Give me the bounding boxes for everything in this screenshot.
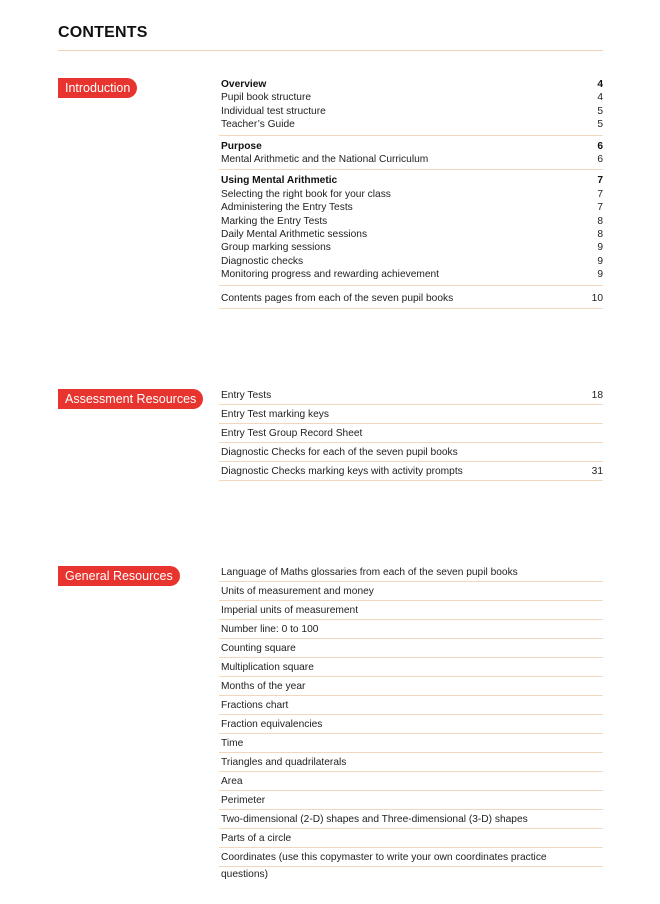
- toc-entry-title: Two-dimensional (2-D) shapes and Three-dimensional (3-D) shapes: [221, 814, 528, 825]
- toc-row: [219, 201, 603, 214]
- toc-page-number: 9: [597, 242, 603, 254]
- toc-row: [219, 848, 603, 880]
- toc-entry-title: Months of the year: [221, 681, 306, 692]
- toc-row: [219, 563, 603, 582]
- toc-page-number: 4: [597, 92, 603, 104]
- toc-entry-title: Triangles and quadrilaterals: [221, 757, 347, 768]
- toc-row: [219, 715, 603, 734]
- toc-row: [219, 696, 603, 715]
- toc-page-number: 6: [597, 140, 603, 152]
- toc-group: [219, 140, 603, 171]
- title-divider: [58, 50, 603, 51]
- toc-entry-title: Fraction equivalencies: [221, 719, 323, 730]
- toc-entry-title: Entry Tests: [221, 390, 272, 401]
- toc-row: [219, 734, 603, 753]
- assessment-badge: Assessment Resources: [58, 389, 203, 409]
- toc-row: [219, 462, 603, 481]
- introduction-badge: Introduction: [58, 78, 137, 98]
- toc-entry-title: Coordinates (use this copymaster to write your own coordinates practice questions): [221, 852, 547, 880]
- toc-entry-title: Number line: 0 to 100: [221, 624, 319, 635]
- toc-heading-row: [219, 78, 603, 91]
- toc-entry-title: Diagnostic Checks for each of the seven pupil books: [221, 447, 458, 458]
- toc-group: [219, 174, 603, 285]
- toc-entry-title: Parts of a circle: [221, 833, 292, 844]
- toc-page-number: 9: [597, 269, 603, 281]
- toc-row: [219, 215, 603, 228]
- toc-row: [219, 658, 603, 677]
- toc-entry-title: Pupil book structure: [221, 92, 312, 104]
- toc-entry-title: Fractions chart: [221, 700, 289, 711]
- toc-entry-title: Using Mental Arithmetic: [221, 175, 338, 187]
- toc-entry-title: Selecting the right book for your class: [221, 188, 391, 200]
- toc-entry-title: Mental Arithmetic and the National Curriculum: [221, 154, 429, 166]
- toc-row: [219, 424, 603, 443]
- toc-entry-title: Purpose: [221, 140, 262, 152]
- toc-row: [219, 118, 603, 131]
- page-title: CONTENTS: [58, 24, 148, 41]
- toc-entry-title: Units of measurement and money: [221, 586, 374, 597]
- toc-page-number: 4: [597, 79, 603, 90]
- toc-row: [219, 753, 603, 772]
- toc-row: [219, 810, 603, 829]
- toc-page-number: 5: [597, 119, 603, 131]
- toc-entry-title: Contents pages from each of the seven pupil books: [221, 292, 454, 304]
- toc-entry-title: Monitoring progress and rewarding achievement: [221, 269, 440, 281]
- toc-entry-title: Entry Test Group Record Sheet: [221, 428, 363, 439]
- toc-entry-title: Diagnostic checks: [221, 255, 304, 267]
- toc-page-number: 8: [597, 229, 603, 241]
- toc-group: [219, 78, 603, 136]
- general-entries: [219, 563, 603, 880]
- toc-entry-title: Perimeter: [221, 795, 266, 806]
- toc-heading-row: [219, 174, 603, 187]
- toc-entry-title: Entry Test marking keys: [221, 409, 329, 420]
- toc-row: [219, 791, 603, 810]
- toc-page-number: 6: [597, 154, 603, 166]
- toc-row: [219, 292, 603, 305]
- introduction-entries: [219, 78, 603, 313]
- toc-entry-title: Multiplication square: [221, 662, 314, 673]
- toc-page-number: 5: [597, 105, 603, 117]
- toc-entry-title: Diagnostic Checks marking keys with activity prompts: [221, 466, 463, 477]
- toc-row: [219, 829, 603, 848]
- toc-entry-title: Daily Mental Arithmetic sessions: [221, 229, 368, 241]
- toc-row: [219, 241, 603, 254]
- toc-entry-title: Counting square: [221, 643, 296, 654]
- toc-entry-title: Group marking sessions: [221, 242, 331, 254]
- toc-row: [219, 677, 603, 696]
- toc-page-number: 7: [597, 202, 603, 214]
- toc-page-number: 31: [591, 466, 603, 477]
- toc-row: [219, 601, 603, 620]
- toc-heading-row: [219, 140, 603, 153]
- toc-page-number: 8: [597, 215, 603, 227]
- toc-entry-title: Teacher’s Guide: [221, 119, 295, 131]
- toc-row: [219, 153, 603, 166]
- toc-row: [219, 405, 603, 424]
- toc-page-number: 7: [597, 175, 603, 187]
- toc-row: [219, 228, 603, 241]
- toc-entry-title: Language of Maths glossaries from each of the seven pupil books: [221, 567, 518, 578]
- general-badge: General Resources: [58, 566, 180, 586]
- toc-page-number: 9: [597, 255, 603, 267]
- toc-page-number: 18: [591, 390, 603, 401]
- toc-row: [219, 386, 603, 405]
- toc-row: [219, 620, 603, 639]
- toc-group: [219, 290, 603, 309]
- toc-page-number: 10: [591, 292, 603, 304]
- toc-row: [219, 268, 603, 281]
- assessment-entries: [219, 386, 603, 481]
- toc-row: [219, 772, 603, 791]
- toc-page-number: 7: [597, 188, 603, 200]
- toc-entry-title: Marking the Entry Tests: [221, 215, 328, 227]
- toc-row: [219, 105, 603, 118]
- toc-row: [219, 91, 603, 104]
- toc-entry-title: Area: [221, 776, 243, 787]
- toc-row: [219, 443, 603, 462]
- toc-entry-title: Overview: [221, 79, 267, 90]
- toc-entry-title: Imperial units of measurement: [221, 605, 359, 616]
- toc-row: [219, 582, 603, 601]
- toc-entry-title: Individual test structure: [221, 105, 326, 117]
- toc-row: [219, 188, 603, 201]
- toc-row: [219, 639, 603, 658]
- toc-row: [219, 255, 603, 268]
- toc-entry-title: Administering the Entry Tests: [221, 202, 353, 214]
- toc-entry-title: Time: [221, 738, 244, 749]
